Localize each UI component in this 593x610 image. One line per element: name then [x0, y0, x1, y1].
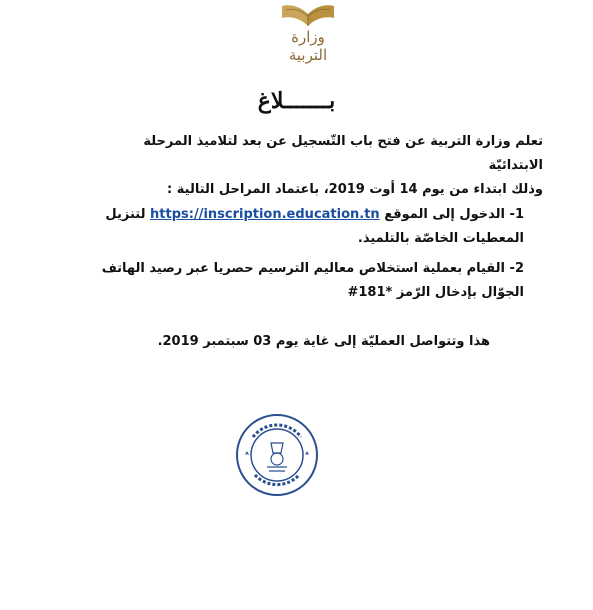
- step-2: [80, 257, 524, 305]
- step-1-text-before: الدخول إلى الموقع: [384, 207, 506, 222]
- intro-line-1: تعلم وزارة التربية عن فتح باب التّسجيل عن بعد لتلاميذ المرحلة الابتدائيّة: [143, 134, 543, 173]
- official-seal: [235, 413, 319, 497]
- intro-paragraph: [100, 130, 543, 202]
- closing-paragraph: هذا وتتواصل العمليّة إلى غاية يوم 03 سبتمبر 2019.: [157, 334, 490, 349]
- step-1-number: 1-: [509, 207, 524, 222]
- step-1-text-after: لتنزيل: [105, 207, 146, 222]
- step-2-line-1: [80, 257, 524, 281]
- ministry-logo-text: وزارة التربية: [288, 28, 328, 64]
- open-book-icon: [276, 0, 340, 30]
- step-2-number: 2-: [509, 261, 524, 276]
- step-2-line-2: الجوّال بإدخال الرّمز *181#: [347, 285, 524, 300]
- registration-site-link[interactable]: https://inscription.education.tn: [150, 207, 380, 222]
- step-1: [80, 203, 524, 251]
- ministry-logo: [276, 0, 340, 64]
- intro-line-2: وذلك ابتداء من يوم 14 أوت 2019، باعتماد المراحل التالية :: [167, 182, 543, 197]
- seal-stamp-icon: [235, 413, 319, 497]
- step-1-line-1: [80, 203, 524, 227]
- step-2-text: القيام بعملية استخلاص معاليم الترسيم حصريا عبر رصيد الهاتف: [101, 261, 506, 276]
- document-title: بـــــــلاغ: [257, 88, 336, 114]
- step-1-line-2: المعطيات الخاصّة بالتلميذ.: [357, 231, 524, 246]
